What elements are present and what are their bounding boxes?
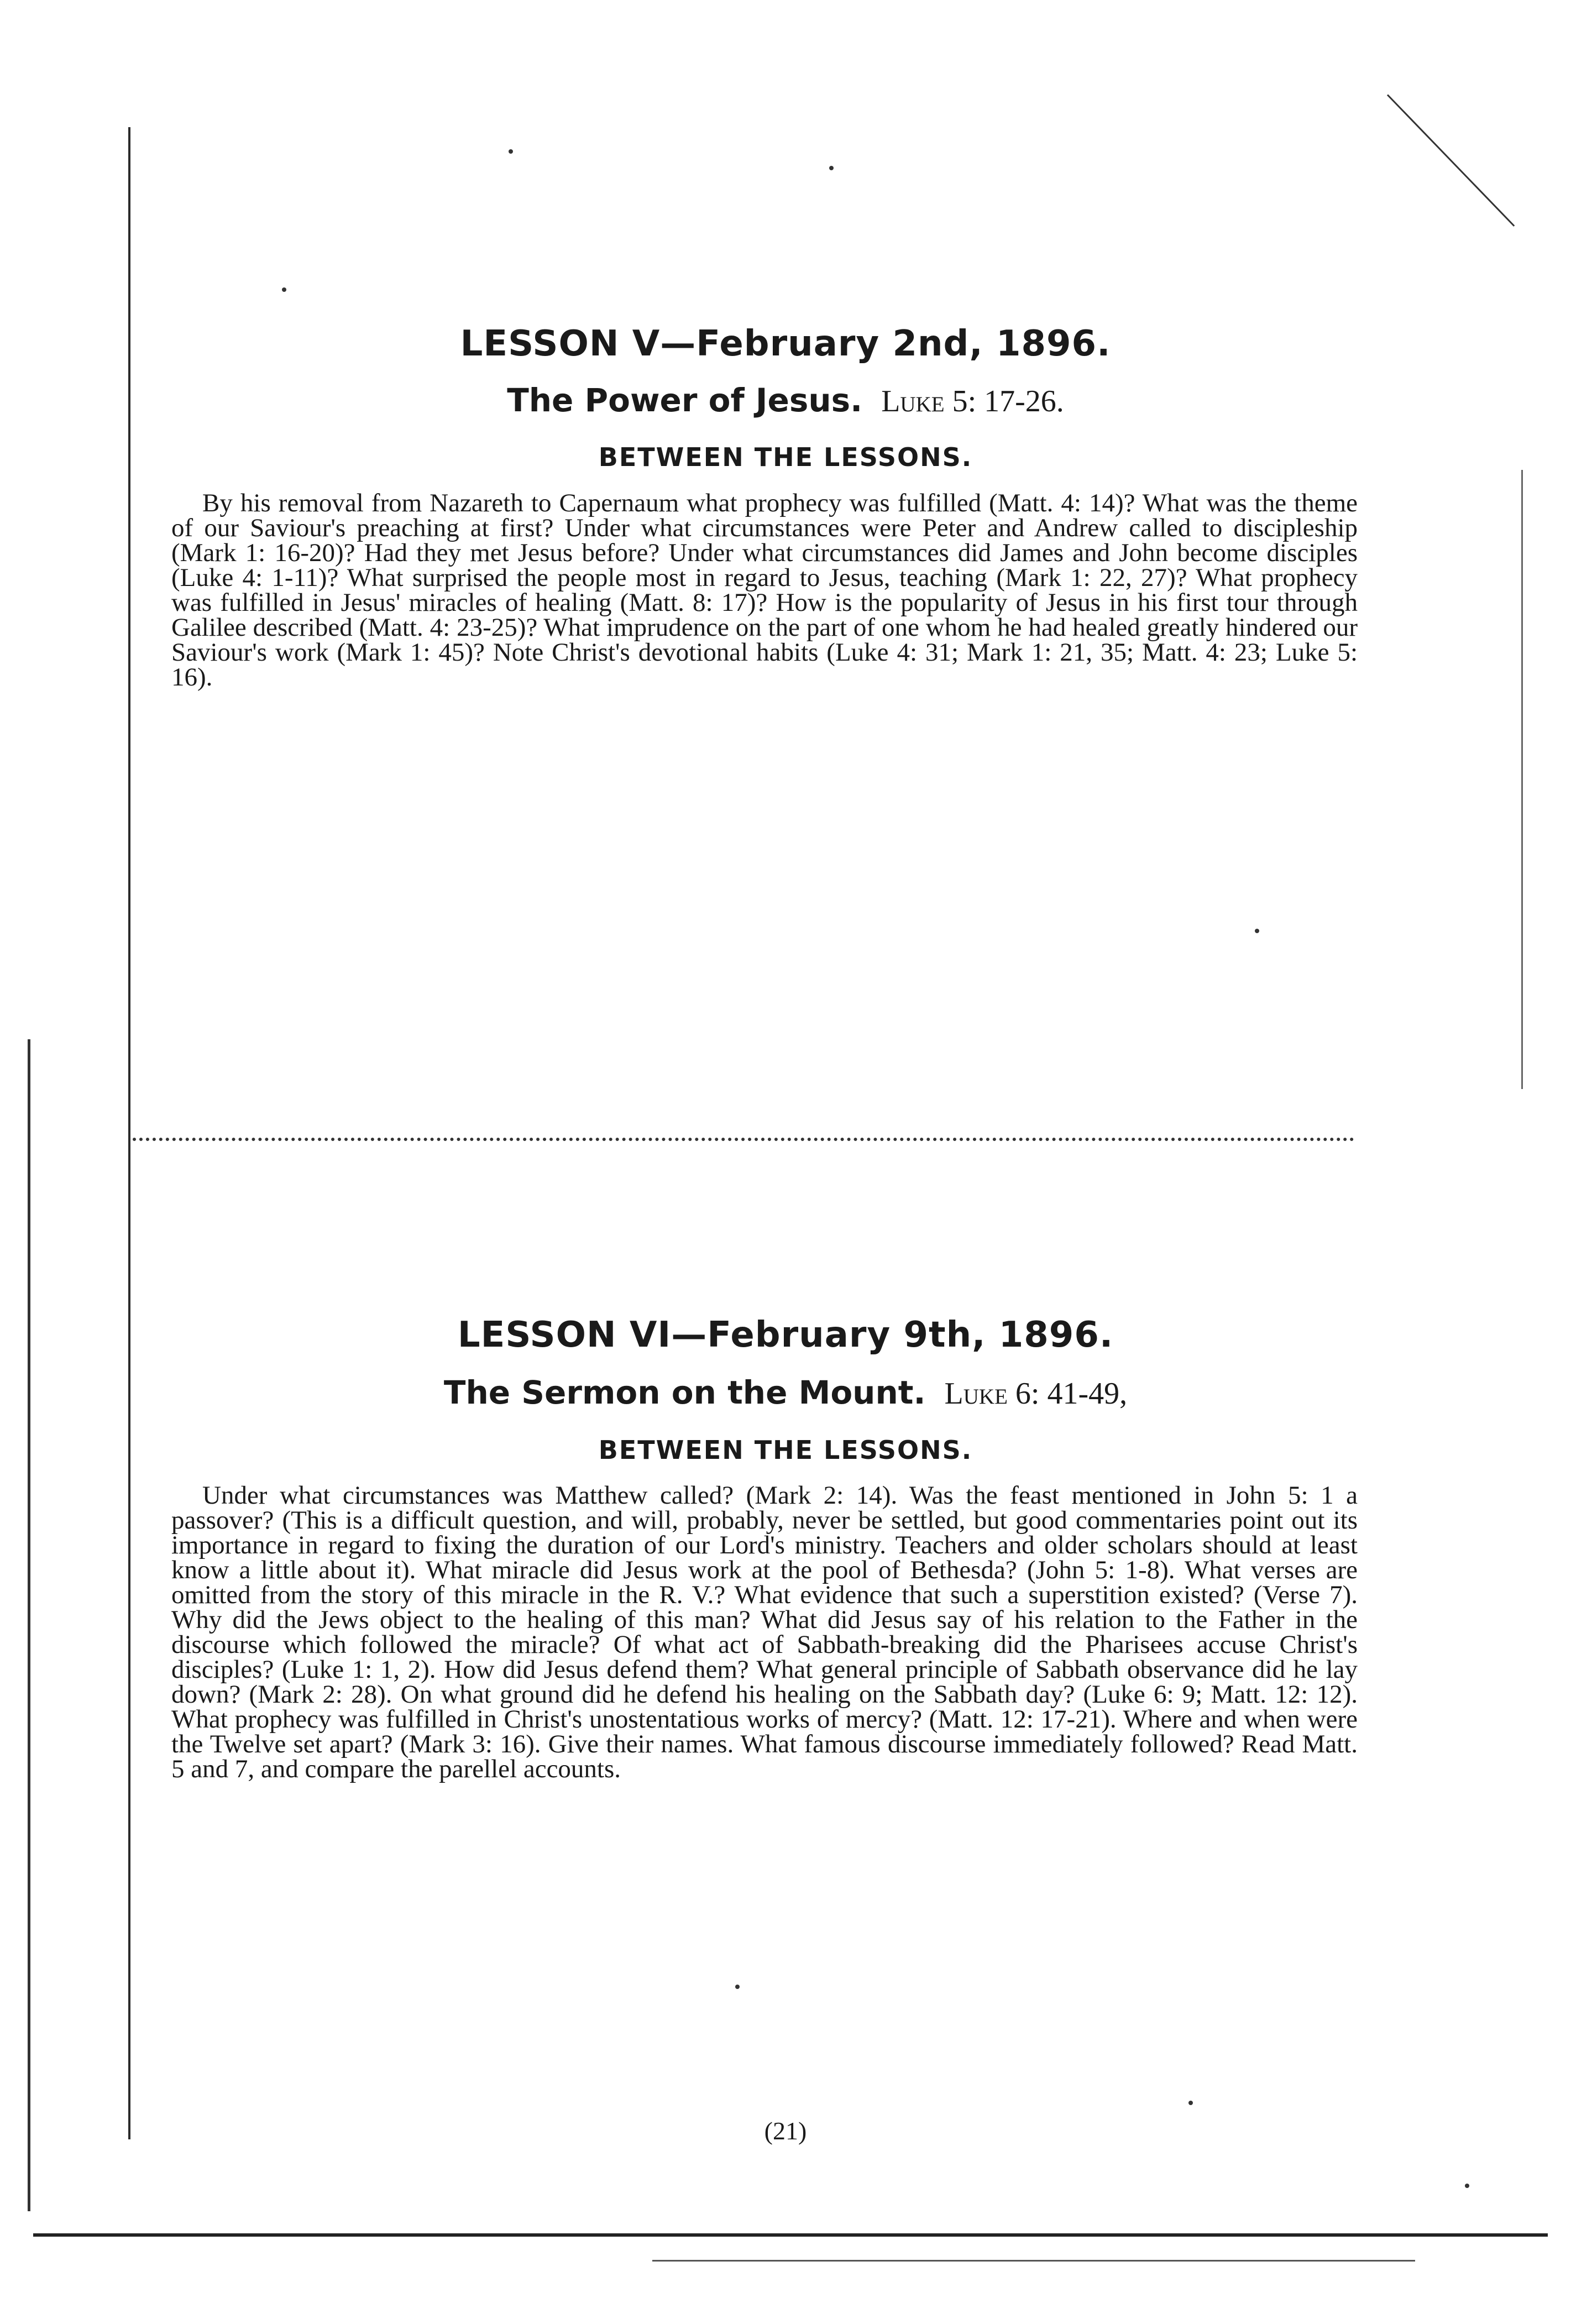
lesson-subtitle [0,1374,1571,1411]
page-number: (21) [764,2117,807,2145]
scan-speck [509,149,513,154]
right-edge-rule [1521,470,1523,1089]
lesson-heading: LESSON VI—February 9th, 1896. [457,1315,1114,1355]
lesson-heading: LESSON V—February 2nd, 1896. [460,323,1111,364]
section-label: BETWEEN THE LESSONS. [598,442,973,472]
section-label: BETWEEN THE LESSONS. [598,1435,973,1465]
scan-speck [282,287,286,292]
scan-speck [1188,2101,1193,2105]
scripture-reference: Luke 6: 41-49, [944,1376,1128,1411]
scan-speck [829,166,834,170]
lesson-title: The Power of Jesus. [507,381,863,419]
lesson-title: The Sermon on the Mount. [443,1374,926,1411]
bottom-edge-rule-secondary [652,2260,1415,2262]
lesson-divider [133,1138,1354,1141]
scan-speck [735,1985,740,1989]
lesson-body: By his removal from Nazareth to Capernaum what prophecy was fulfilled (Matt. 4: 14)? What was the theme of our Saviour's preaching at first? Under what circumstances were Peter and Andrew called to discipleship (Mark 1: 16-20)? Had they met Jesus before? Under what circumstances did James and John become disciples (Luke 4: 1-11)? What surprised the people most in regard to Jesus, teaching (Mark 1: 22, 27)? What prophecy was fulfilled in Jesus' miracles of healing (Matt. 8: 17)? How is the popularity of Jesus in his first tour through Galilee described (Matt. 4: 23-25)? What imprudence on the part of one whom he had healed greatly hindered our Saviour's work (Mark 1: 45)? Note Christ's devotional habits (Luke 4: 31; Mark 1: 21, 35; Matt. 4: 23; Luke 5: 16). [171,489,1358,692]
bottom-edge-rule [33,2233,1548,2237]
scan-speck [1465,2184,1469,2188]
binding-edge-rule [28,1039,30,2211]
left-margin-rule [128,127,130,2139]
scripture-reference: Luke 5: 17-26. [881,384,1064,418]
lesson-subtitle [0,381,1571,419]
scan-speck [1255,929,1259,933]
corner-fold-line [1387,94,1515,226]
lesson-body: Under what circumstances was Matthew called? (Mark 2: 14). Was the feast mentioned in John 5: 1 a passover? (This is a difficult question, and will, probably, never be settled, but good commentaries point out its importance in regard to fixing the duration of our Lord's ministry. Teachers and older scholars should at least know a little about it). What miracle did Jesus work at the pool of Bethesda? (John 5: 1-8). What verses are omitted from the story of this miracle in the R. V.? What evidence that such a superstition existed? (Verse 7). Why did the Jews object to the healing of this man? What did Jesus say of his relation to the Father in the discourse which followed the miracle? Of what act of Sabbath-breaking did the Pharisees accuse Christ's disciples? (Luke 1: 1, 2). How did Jesus defend them? What general principle of Sabbath observance did he lay down? (Mark 2: 28). On what ground did he defend his healing on the Sabbath day? (Luke 6: 9; Matt. 12: 12). What prophecy was fulfilled in Christ's unostentatious works of mercy? (Matt. 12: 17-21). Where and when were the Twelve set apart? (Mark 3: 16). Give their names. What famous discourse immediately followed? Read Matt. 5 and 7, and compare the parellel accounts. [171,1481,1358,1783]
